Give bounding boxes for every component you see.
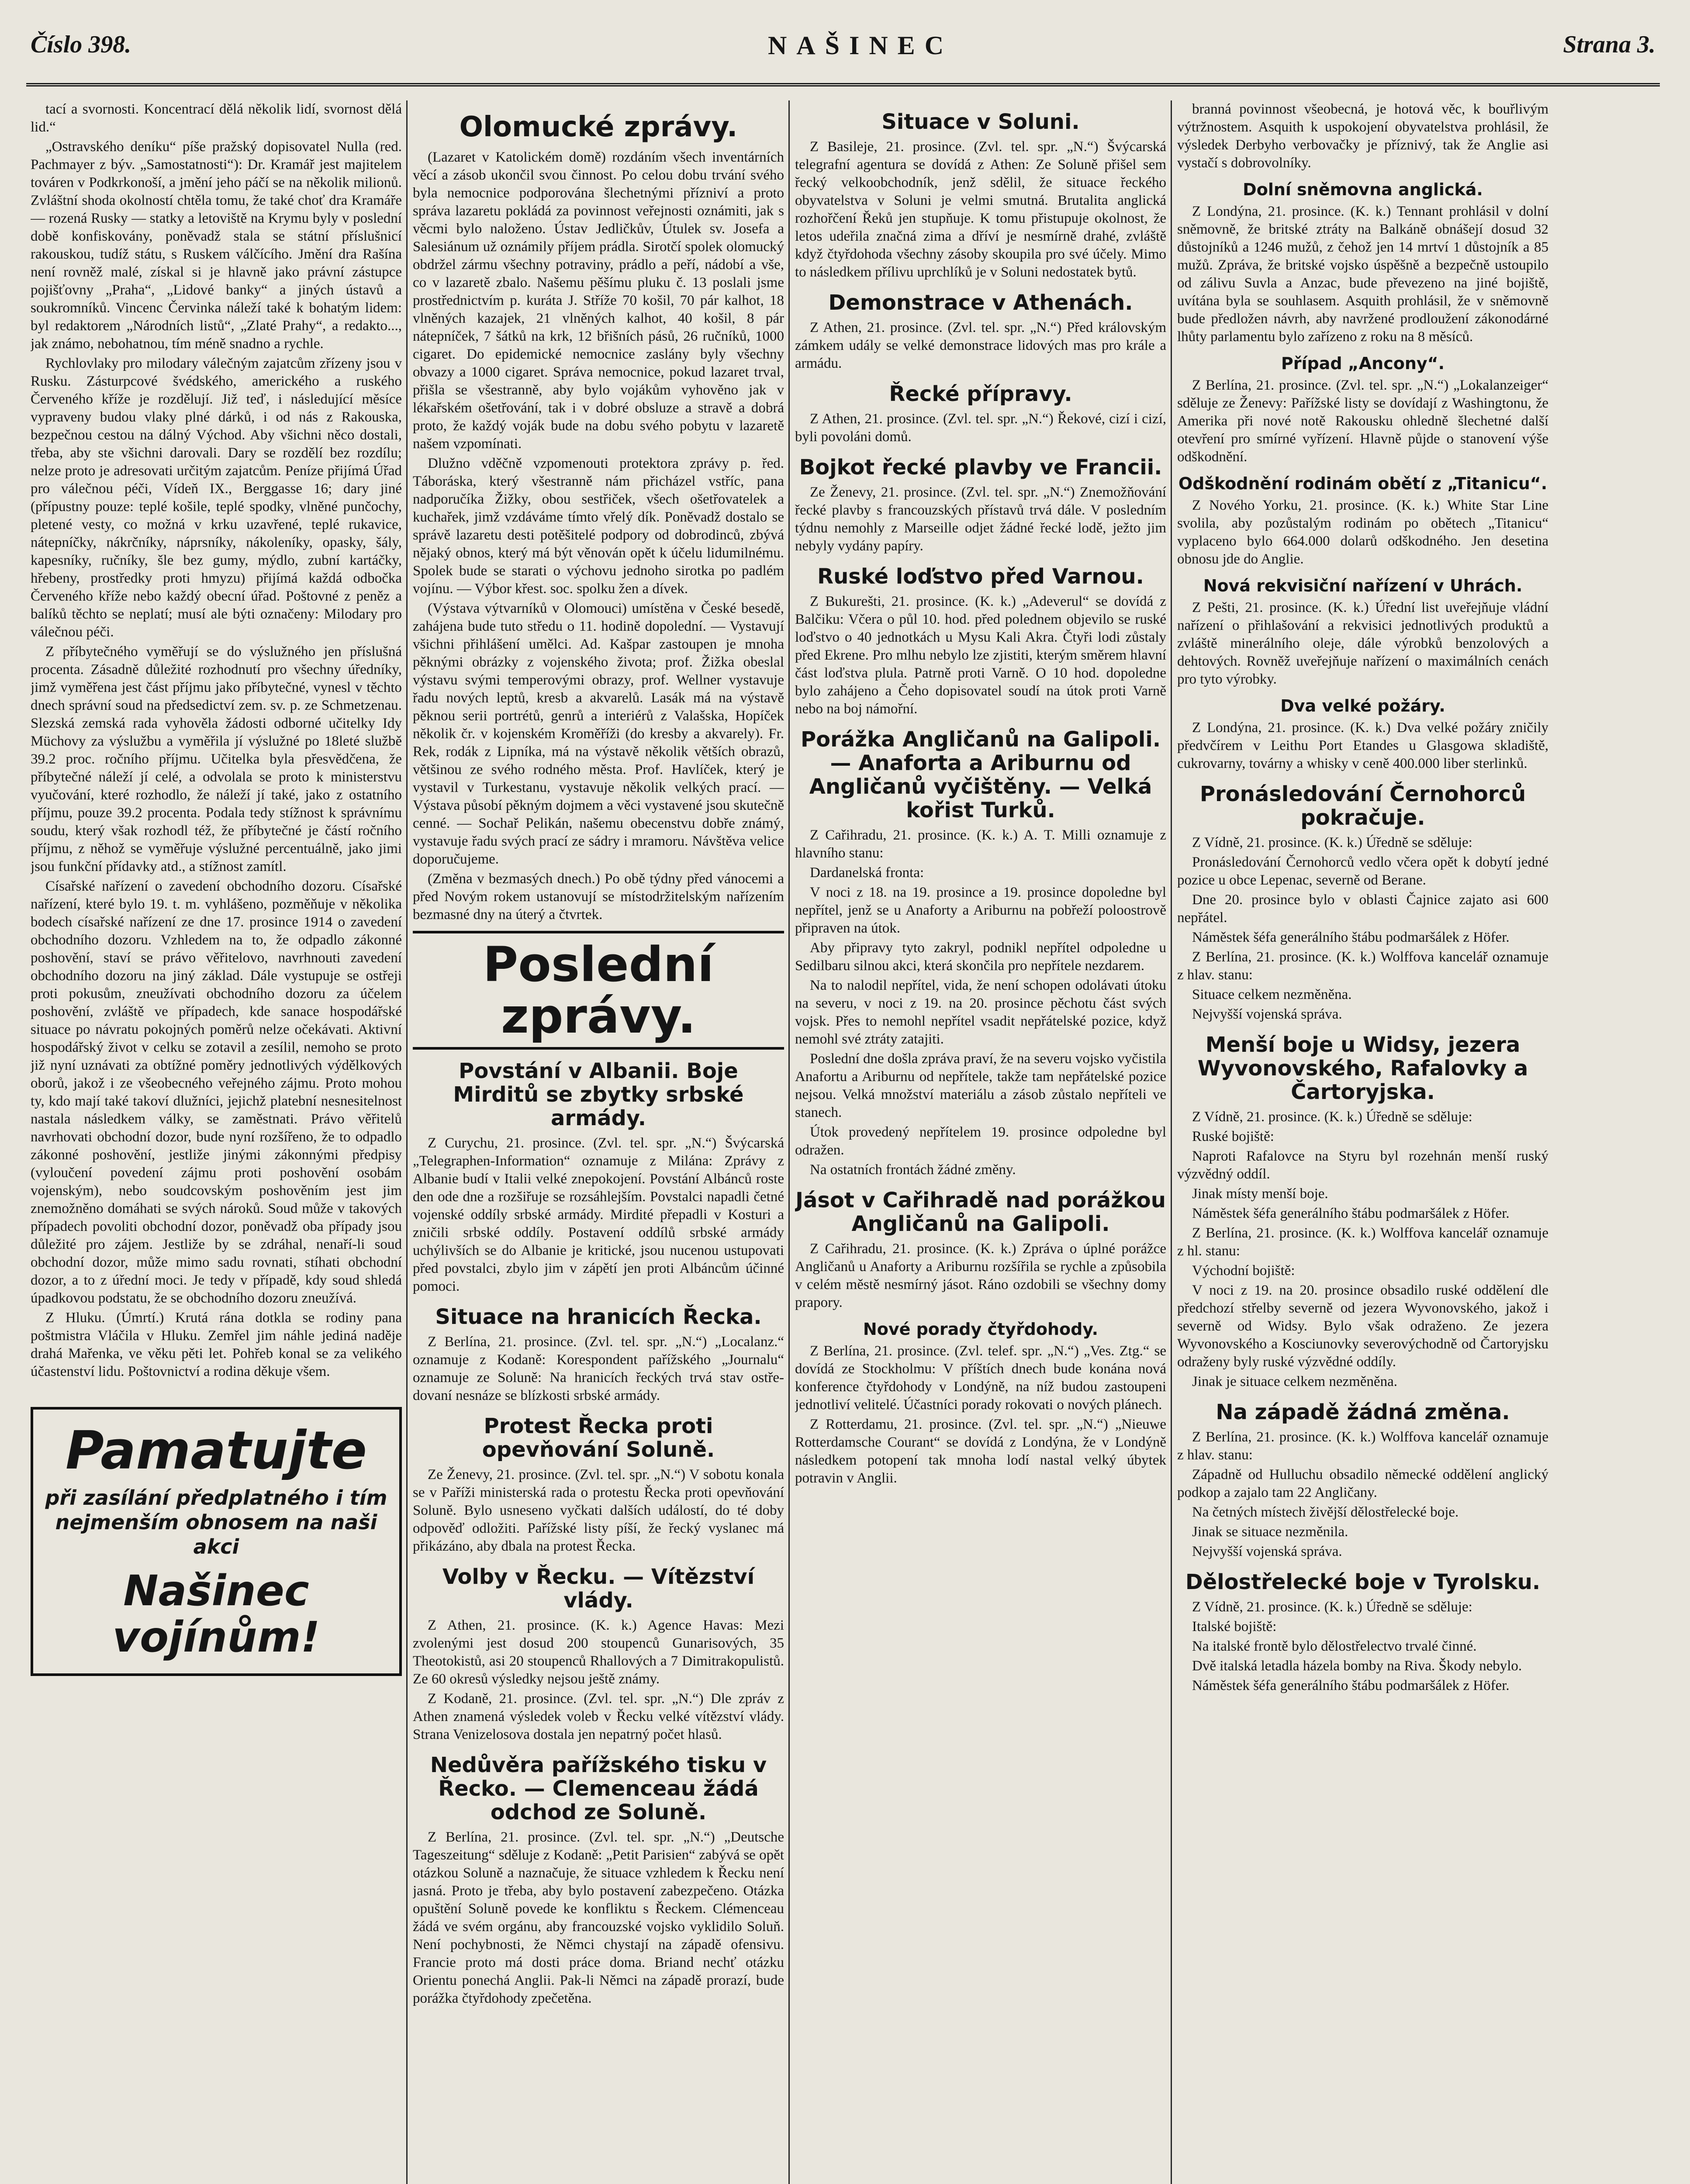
- article-paragraph: Z Bukurešti, 21. prosince. (K. k.) „Adeverul“ se dovídá z Balčiku: Včera o půl 10. hod. před polednem objevilo se ruské loďstvo o 40 jednotkách u Mysu Kali Akra. Čtyři lodi zůstaly před Ekrene. Pro mlhu nebylo lze zjistiti, kterým směrem hlavní část loďstva plula. Patrně proti Varně. O 10 hod. dopoledne bylo zahájeno a Čeho dopisovatel soudí na útok proti Varně nebo na boj námořní.: [795, 594, 1166, 717]
- article-heading: Demonstrace v Athenách.: [828, 290, 1133, 315]
- masthead: [26, 17, 1660, 86]
- article-paragraph: V noci z 19. na 20. prosince obsadilo ruské oddělení dle předchozí střelby severně od jezera Wyvonovského, jakož i severně od Widsy. Bylo však odraženo. Ze jezera Wyvonovského a Kosciunovky severovýchodně od Čartoryjsku odraženy byly ruské výzvědné oddíly.: [1177, 1282, 1548, 1370]
- column-rule: [406, 100, 408, 2184]
- article-paragraph: Dardanelská fronta:: [810, 865, 924, 881]
- article-paragraph: branná povinnost všeobecná, je hotová věc, k bouřlivým výtržnostem. Asquith k uspokojení obyvatelstva prohlásil, že výsledek Derbyho verbovačky je příznivý, tak že Anglie asi vystačí s dobrovolníky.: [1177, 101, 1548, 171]
- column-rule: [1171, 100, 1172, 2184]
- article-paragraph: Z Cařihradu, 21. prosince. (K. k.) Zpráva o úplné porážce Angličanů u Anaforty a Ariburnu rozšířila se rychle a způsobila v celém městě nesmírný jásot. Ráno ozdobili se všechny domy prapory.: [795, 1241, 1166, 1310]
- article-heading: Jásot v Cařihradě nad porážkou Angličanů na Galipoli.: [795, 1188, 1166, 1236]
- article-paragraph: Z Athen, 21. prosince. (Zvl. tel. spr. „N.“) Před královským zámkem udály se velké demonstrace lidových mas pro krále a armádu.: [795, 320, 1166, 371]
- article-paragraph: Na ostatních frontách žádné změny.: [810, 1162, 1016, 1178]
- article-heading: Případ „Ancony“.: [1281, 354, 1445, 373]
- newspaper-title: NAŠINEC: [767, 31, 954, 60]
- article-paragraph: Na italské frontě bylo dělostřelectvo trvalé činné.: [1192, 1638, 1477, 1654]
- article-heading: Dva velké požáry.: [1280, 696, 1445, 715]
- article-paragraph: Aby připravy tyto zakryl, podnikl nepřítel odpoledne u Sedilbaru silnou akci, která skončila pro nepřítele nezdarem.: [795, 940, 1166, 974]
- article-paragraph: Jinak místy menší boje.: [1192, 1186, 1328, 1202]
- article-paragraph: Z Athen, 21. prosince. (Zvl. tel. spr. „N.“) Řekové, cizí i cizí, byli povoláni domů.: [795, 411, 1166, 445]
- article-paragraph: Náměstek šéfa generálního štábu podmaršálek z Höfer.: [1192, 1678, 1510, 1693]
- article-paragraph: Ze Ženevy, 21. prosince. (Zvl. tel. spr. „N.“) V sobotu konala se v Paříži ministerská rada o protestu Řecka proti opevňování Soluně. Bylo usneseno vyčkati dalších událostí, do té doby odpověď odložiti. Pařížské listy píší, že řecký vyslanec má přikázáno, aby dbala na protest Řecka.: [413, 1467, 784, 1554]
- article-paragraph: Jinak je situace celkem nezměněna.: [1192, 1374, 1398, 1389]
- article-paragraph: Z Pešti, 21. prosince. (K. k.) Úřední list uveřejňuje vládní nařízení o přihlašování a rekvisici jednotlivých produktů a zvláště minerálního oleje, dále výrobků benzolových a dehtových. Rovněž uveřejňuje nařízení o maximálních cenách pro tyto výrobky.: [1177, 600, 1548, 687]
- article-paragraph: Z Rotterdamu, 21. prosince. (Zvl. tel. spr. „N.“) „Nieuwe Rotterdamsche Courant“ se dovídá z Londýna, že v Londýně následkem potopení tak mnoha lodí nastal velký úbytek potravin v Anglii.: [795, 1417, 1166, 1486]
- article-heading: Povstání v Albanii. Boje Mirditů se zbytky srbské armády.: [453, 1059, 744, 1130]
- article-paragraph: Situace celkem nezměněna.: [1192, 987, 1352, 1002]
- article-heading: Dolní sněmovna anglická.: [1243, 180, 1483, 199]
- article-paragraph: Z Berlína, 21. prosince. (K. k.) Wolffova kancelář oznamuje z hl. stanu:: [1177, 1225, 1548, 1259]
- article-paragraph: Poslední dne došla zpráva praví, že na severu vojsko vyčistila Anafortu a Ariburnu od nepřítele, takže tam nepřátelské pozice nejsou. Velká množství materiálu a zásob zůstalo nepříteli ve stanech.: [795, 1051, 1166, 1120]
- article-paragraph: (Výstava výtvarníků v Olomouci) umístěna v České besedě, zahájena bude tuto středu o 11. hodině dopolední. — Vystavují všichni přihlášení umělci. Ad. Kašpar zastoupen je mnoha pěknými obrázky z vojenského života; prof. Žižka obeslal výstavu svými temperovými obrazy, prof. Wellner vystavuje řadu nových leptů, kresb a akvarelů. Lasák má na výstavě pěknou serii portrétů, genrů a interiérů z Valašska, Hopíček několik čr. v kojenském Kroměříži (do kresby a akvarely). Fr. Rek, rodák z Lipníka, má na výstavě několik větších obrazů, většinou ze svého rodného města. Prof. Havlíček, který je vystavil v Turkestanu, vystavuje několik velkých prací. — Výstava působí pěkným dojmem a věci vystavené jsou skutečně cenné. — Sochař Pelikán, našemu obecenstvu dobře známý, vystavuje řadu svých prací ze sádry i mramoru. Návštěva velice doporučujeme.: [413, 601, 784, 867]
- article-paragraph: Západně od Hulluchu obsadilo německé oddělení anglický podkop a zajalo tam 22 Angličany.: [1177, 1467, 1548, 1500]
- article-paragraph: Naproti Rafalovce na Styru byl rozehnán menší ruský výzvědný oddíl.: [1177, 1148, 1548, 1182]
- column-rule: [788, 100, 790, 2184]
- article-paragraph: Ruské bojiště:: [1192, 1129, 1274, 1144]
- article-paragraph: Z Vídně, 21. prosince. (K. k.) Úředně se sděluje:: [1192, 1109, 1472, 1125]
- advert-slogan: Našinec vojínům!: [112, 1566, 320, 1662]
- article-heading: Odškodnění rodinám obětí z „Titanicu“.: [1178, 474, 1548, 493]
- article-paragraph: Na to nalodil nepřítel, vida, že není schopen odolávati útoku na severu, v noci z 19. na 20. prosince pěchotu část svých vojsk. Přes to nemohl nepřítel vsadit nepřátelské pozice, když nemohl své ztráty zatajiti.: [795, 978, 1166, 1047]
- article-heading: Situace na hranicích Řecka.: [435, 1305, 762, 1329]
- article-paragraph: Ze Ženevy, 21. prosince. (Zvl. tel. spr. „N.“) Znemožňování řecké plavby s francouzských přístavů trvá dále. V posledním týdnu nemohly z Marseille odjet žádné řecké lodě, ježto jim nebyly vydány papíry.: [795, 484, 1166, 554]
- article-heading: Nedůvěra pařížského tisku v Řecko. — Clemenceau žádá odchod ze Soluně.: [430, 1753, 767, 1825]
- article-paragraph: Z Vídně, 21. prosince. (K. k.) Úředně se sděluje:: [1192, 1599, 1472, 1615]
- article-paragraph: Z Cařihradu, 21. prosince. (K. k.) A. T. Milli oznamuje z hlavního stanu:: [795, 827, 1166, 861]
- article-paragraph: Italské bojiště:: [1192, 1619, 1277, 1635]
- article-paragraph: Z Berlína, 21. prosince. (K. k.) Wolffova kancelář oznamuje z hlav. stanu:: [1177, 949, 1548, 983]
- article-paragraph: V noci z 18. na 19. prosince a 19. prosince dopoledne byl nepřítel, jenž se u Anaforty a Ariburnu na pobřeží poloostrově připraven na útok.: [795, 885, 1166, 936]
- article-heading: Bojkot řecké plavby ve Francii.: [799, 455, 1162, 480]
- article-paragraph: Z Nového Yorku, 21. prosince. (K. k.) White Star Line svolila, aby pozůstalým rodinám po obětech „Titanicu“ vyplaceno bylo 664.000 dolarů odškodného. Jen desetina obnosu jde do Anglie.: [1177, 498, 1548, 567]
- article-paragraph: Z Londýna, 21. prosince. (K. k.) Dva velké požáry zničily předvčírem v Leithu Port Etandes u Glasgowa skladiště, cukrovarny, továrny a whisky v ceně 400.000 liber sterlinků.: [1177, 720, 1548, 771]
- advert-headline: Pamatujte: [66, 1420, 367, 1481]
- article-paragraph: „Ostravského deníku“ píše pražský dopisovatel Nulla (red. Pachmayer z býv. „Samostatnosti“): Dr. Kramář jest majitelem továren v Podkrkonoší, a jmění jeho páčí se na několik milionů. Zvláštní shoda okolností chtěla tomu, že také choť dra Kramáře — rozená Rusky — statky a letoviště na Krymu byly v poslední době konfiskovány, poněvadž stala se státní příslušnicí rakouskou, tudíž státu, s Ruskem válčícího. Jmění dra Rašína není rovněž malé, získal si je hlavně jako právní zástupce pojišťovny „Praha“, „Lidové banky“ a jiných ústavů a soukromníků. Vincenc Červinka náleží také k bohatým lidem: byl redaktorem „Národních listů“, „Zlaté Prahy“, a redakto..., jak známo, nebohatnou, tím méně snadno a rychle.: [31, 139, 402, 352]
- article-paragraph: (Změna v bezmasých dnech.) Po obě týdny před vánocemi a před Novým rokem ustanovují se místodržitelským nařízením bezmasné dny na úterý a čtvrtek.: [413, 871, 784, 923]
- article-paragraph: Nejvyšší vojenská správa.: [1192, 1006, 1342, 1022]
- article-heading: Protest Řecka proti opevňování Soluně.: [482, 1414, 715, 1462]
- article-paragraph: Z Curychu, 21. prosince. (Zvl. tel. spr. „N.“) Švýcarská „Telegraphen-Information“ oznamuje z Milána: Zprávy z Albanie budí v Italii velké znepokojení. Povstání Albánců roste den ode dne a rozšiřuje se rozsáhlejším. Povstalci napadli četné vojenské oddíly srbské armády. Mirdité přepadli v Kosturi a zničili srbské oddíly. Postavení oddílů srbské armády uchýlivších se do Albanie je kritické, jsou nucenou ustupovati před povstalci, zbylo jim v zápětí jen proti Albáncům účinné pomoci.: [413, 1135, 784, 1294]
- article-paragraph: Z Athen, 21. prosince. (K. k.) Agence Havas: Mezi zvolenými jest dosud 200 stoupenců Gunarisových, 35 Theotokistů, asi 20 stoupenců Rhallových a 7 Dimitrakopulistů. Ze 60 okresů výsledky nejsou ještě známy.: [413, 1617, 784, 1687]
- column-3: [795, 100, 1166, 2184]
- article-paragraph: Dlužno vděčně vzpomenouti protektora zprávy p. řed. Táboráska, který všestranně nám přicházel vstříc, pana nadporučíka Žižky, obou sestřiček, všech ošetřovatelek a kuchařek, jimž vzdáváme tímto vřelý dík. Poněvadž dostalo se správě lazaretu desti potěšitelé podpory od dobrodinců, zbývá nějaký obnos, který má být věnován opět k účelu lidumilnému. Spolek bude se starati o výchovu jednoho sirotka po padlém vojínu. — Výbor křest. soc. spolku žen a dívek.: [413, 456, 784, 597]
- article-paragraph: Z Basileje, 21. prosince. (Zvl. tel. spr. „N.“) Švýcarská telegrafní agentura se dovídá z Athen: Ze Soluně přišel sem řecký velkoobchodník, jenž sdělil, že situace řeckého obyvatelstva v Soluni je velmi smutná. Brutalita anglická rozhořčení Řeků jen stupňuje. K tomu přistupuje okolnost, že letos udeřila značná zima a dříví je nesmírně drahé, zvláště když čtyřdohoda všechny zásoby skoupila pro své účely. Mimo to následkem přílivu uprchlíků je v Soluni nedostatek bytů.: [795, 139, 1166, 280]
- article-paragraph: Pronásledování Černohorců vedlo včera opět k dobytí jedné pozice u obce Lepenac, severně od Berane.: [1177, 854, 1548, 888]
- article-heading: Dělostřelecké boje v Tyrolsku.: [1185, 1570, 1541, 1594]
- article-paragraph: Rychlovlaky pro milodary válečným zajatcům zřízeny jsou v Rusku. Zásturpcové švédského, amerického a ruského Červeného kříže je rozdělují. Již teď, i následující měsíce vypraveny budou vlaky plné dárků, i od nás z Rakouska, bezpečnou cestou na dálný Východ. Aby všichni něco dostali, třeba, aby ste všichni darovali. Dary se rozdělí bez rozdílu; nelze proto je adresovati určitým zajatcům. Peníze přijímá Úřad pro válečnou péči, Vídeň IX., Berggasse 16; dary jiné (přípustny pouze: teplé košile, teplé spodky, vlněné punčochy, pletené vesty, co možná v krku uzavřené, teplé rukavice, nátepníčky, nákrčníky, náprsníky, nákoleníky, opasky, šály, kapesníky, ručníky, šle bez gumy, mýdlo, zubní kartáčky, hřebeny, prostředky proti hmyzu) přijímá každá odbočka Červeného kříže nebo každý obecní úřad. Poštovné z peněz a balíků těchto se neplatí; musí ale býti označeny: Milodary pro válečnou péči.: [31, 356, 402, 640]
- article-paragraph: Z Kodaně, 21. prosince. (Zvl. tel. spr. „N.“) Dle zpráv z Athen znamená výsledek voleb v Řecku velké vítězství vlády. Strana Venizelosova dostala jen nepatrný počet hlasů.: [413, 1691, 784, 1742]
- advert-text: při zasílání předplatného i tím nejmenším obnosem na naši akci: [45, 1486, 387, 1559]
- article-paragraph: Z Berlína, 21. prosince. (Zvl. tel. spr. „N.“) „Lokalanzeiger“ sděluje ze Ženevy: Pařížské listy se dovídají z Washingtonu, že Amerika při nové notě Rakousku ohledně šlechetné další otevření pro smírné vyřízení. Hlavně půjde o stanovení výše odškodnění.: [1177, 377, 1548, 465]
- column-1: [31, 100, 402, 2184]
- subscription-advert: [31, 1407, 402, 1676]
- article-heading: Porážka Angličanů na Galipoli. — Anaforta a Ariburnu od Angličanů vyčištěny. — Velká kořist Turků.: [800, 727, 1161, 822]
- article-heading: Na západě žádná změna.: [1216, 1400, 1510, 1424]
- article-heading: Ruské loďstvo před Varnou.: [817, 564, 1144, 589]
- article-heading: Nová rekvisiční nařízení v Uhrách.: [1203, 576, 1523, 595]
- article-paragraph: (Lazaret v Katolickém domě) rozdáním všech inventárních věcí a zásob ukončil svou činnost. Po celou dobu trvání svého byla nemocnice podporována šlechetnými přízniví a proto správa lazaretu pokládá za povinnost veřejnosti oznámiti, jak s věcmi bylo naloženo. Ústav Jedličkův, Útulek sv. Josefa a Salesiánum už oznámily příjem prádla. Sirotčí spolek olomucký obdržel zármu všechny potraviny, prádlo a peří, nádobí a vše, co v lazaretě zbalo. Našemu pěšímu pluku č. 13 poslali jsme prostřednictvím p. kuráta J. Stříže 70 košil, 70 pár kalhot, 18 vlněných kazajek, 21 vlněných kalhot, 40 košil, 8 pár nátepníček, 7 šátků na krk, 12 břišních pásů, 26 ručníků, 1000 cigaret. Do epidemické nemocnice zaslány byly všechny obvazy a 1000 cigaret. Správa nemocnice, pokud lazaret trval, přišla se všestranně, aby bylo vojákům vyhověno jak v lékařském ošetřování, tak i v dobré obsluze a stravě a dobrá proto, že každý voják bude na dobu svého pobytu v lazaretě našem vzpomínati.: [413, 149, 784, 452]
- article-heading: Situace v Soluni.: [881, 110, 1080, 134]
- article-heading: Nové porady čtyřdohody.: [863, 1320, 1099, 1339]
- article-heading: Volby v Řecku. — Vítězství vlády.: [442, 1565, 755, 1613]
- article-paragraph: Jinak se situace nezměnila.: [1192, 1524, 1348, 1540]
- article-paragraph: Útok provedený nepřítelem 19. prosince odpoledne byl odražen.: [795, 1124, 1166, 1158]
- article-paragraph: Z Hluku. (Úmrtí.) Krutá rána dotkla se rodiny pana poštmistra Vláčila v Hluku. Zemřel jim náhle jediná naděje drahá Mařenka, ve věku pěti let. Pohřeb konal se za velikého účastenství lidu. Poštovnictví a rodina děkuje všem.: [31, 1310, 402, 1379]
- article-paragraph: Z Londýna, 21. prosince. (K. k.) Tennant prohlásil v dolní sněmovně, že britské ztráty na Balkáně obnášejí dosud 32 důstojníků a 1246 mužů, z čehož jen 14 mrtví 1 důstojník a 85 mužů. Zpráva, že britské vojsko úspěšně a bezpečně ustoupilo od zálivu Suvla a Anzac, bude převezeno na jiné bojiště, uvítána byla se souhlasem. Asquith prohlásil, že v sněmovně bude předložen návrh, aby navržené prodloužení zákonodárné lhůty parlamentu bylo zařízeno z roku na 8 měsíců.: [1177, 204, 1548, 345]
- article-paragraph: tací a svornosti. Koncentrací dělá několik lidí, svornost dělá lid.“: [31, 101, 402, 135]
- article-heading: Pronásledování Černohorců pokračuje.: [1199, 782, 1526, 830]
- article-paragraph: Z Berlína, 21. prosince. (Zvl. telef. spr. „N.“) „Ves. Ztg.“ se dovídá ze Stockholmu: V příštích dnech bude konána nová konference čtyřdohody v Londýně, na níž budou zastoupeni jednotliví velitelé. Účastníci porady rokovati o nových plánech.: [795, 1343, 1166, 1413]
- article-paragraph: Východní bojiště:: [1192, 1263, 1295, 1279]
- article-paragraph: Nejvyšší vojenská správa.: [1192, 1544, 1342, 1559]
- column-2: [413, 100, 784, 2184]
- article-paragraph: Z Vídně, 21. prosince. (K. k.) Úředně se sděluje:: [1192, 835, 1472, 850]
- article-paragraph: Z Berlína, 21. prosince. (Zvl. tel. spr. „N.“) „Localanz.“ oznamuje z Kodaně: Korespondent pařížského „Journalu“ oznamuje ze Soluně: Na hranicích řeckých trvá stav ostře-dovaní nesnáze se blízkosti srbské armády.: [413, 1334, 784, 1403]
- article-paragraph: Na četných místech živější dělostřelecké boje.: [1192, 1504, 1459, 1520]
- section-heading: Poslední zprávy.: [413, 931, 784, 1050]
- article-paragraph: Dvě italská letadla házela bomby na Riva. Škody nebylo.: [1192, 1658, 1522, 1674]
- article-paragraph: Z Berlína, 21. prosince. (K. k.) Wolffova kancelář oznamuje z hlav. stanu:: [1177, 1429, 1548, 1463]
- column-4: [1177, 100, 1548, 2184]
- article-heading: Menší boje u Widsy, jezera Wyvonovského, Rafalovky a Čartoryjska.: [1197, 1033, 1528, 1104]
- article-paragraph: Z příbytečného vyměřují se do výslužného jen příslušná procenta. Zásadně důležité rozhodnutí pro všechny úředníky, jimž vyměřena jest část příjmu jako příbytečné, vynesl v těchto dnech správní soud na předsedictví zem. sv. p. ze Schmetzenau. Slezská zemská rada vyhověla žádosti odborné učitelky Idy Müchovy za výslužbu a vyměřila jí výslužné po 18leté službě 39.2 proc. ročního příjmu. Učitelka byla přesvědčena, že příbytečné náleží jí celé, a odvolala se proto k ministerstvu vyučování, které rozhodlo, že náleží jí také, jako z ostatního příjmu, pouze 39.2 procenta. Podala tedy stížnost k správnímu soudu, který však rozhodl též, že příbytečné je částí ročního příjmu, z něhož se vyměřuje výslužné percentuálně, jako jimi jsou funkční přídavky atd., a stížnost zamítl.: [31, 644, 402, 874]
- section-heading: Olomucké zprávy.: [459, 111, 738, 143]
- article-paragraph: Náměstek šéfa generálního štábu podmaršálek z Höfer.: [1192, 930, 1510, 945]
- page-number: Strana 3.: [1563, 31, 1655, 58]
- article-paragraph: Dne 20. prosince bylo v oblasti Čajnice zajato asi 600 nepřátel.: [1177, 892, 1548, 926]
- article-paragraph: Císařské nařízení o zavedení obchodního dozoru. Císařské nařízení, které bylo 19. t. m. vyhlášeno, pozměňuje v několika bodech císařské nařízení ze dne 17. prosince 1914 o zavedení obchodního dozoru. Vzhledem na to, že odpadlo zákonné poshovění, staví se právo věřitelovo, navrhnouti zavedení obchodního dozoru na jiný základ. Dále vystupuje se ostřeji proti pokusům, zneužívati obchodního dozoru za účelem poshovění, zvláště ve případech, kde sanace hospodářské situace po návratu pokojných poměrů nelze očekávati. Aktivní hospodářský život v celku se zotavil a zesílil, nemoho se proto již nyní uznávati za obtížné poměry jednotlivých výdělkových oborů, jakož i ze všeobecného veřejného zájmu. Proto mohou ty, kdo mají také takoví dlužníci, jejichž platební nesnesitelnost nastala následkem války, se zaměstnati. Právo věřitelů navrhovati obchodní dozor, bude nyní rozšířeno, že to odpadlo zákonné poshovění, jestliže jinými zákonnými předpisy (vyloučení povedení zájmu proti poshovění osobám vojenským), nebo soudcovským poshověním jest jim znemožněno domáhati se svých nároků. Soud může v takových případech povoliti obchodní dozor, poněvadž oba případy jsou důležité pro zájem. Jestliže by se zdráhal, nenaří-li soud obchodní dozor, může mimo sadu rovnati, stíhati obchodní dozor, a to z úřední moci. Je tedy v případě, kdy soud shledá úpadkovou podstatu, že se obchodního dozoru zneužívá.: [31, 878, 402, 1306]
- issue-number: Číslo 398.: [31, 31, 131, 58]
- article-paragraph: Z Berlína, 21. prosince. (Zvl. tel. spr. „N.“) „Deutsche Tageszeitung“ sděluje z Kodaně: „Petit Parisien“ zabývá se opět otázkou Soluně a naznačuje, že situace vzhledem k Řecku není jasná. Proto je třeba, aby bylo postavení zabezpečeno. Otázka opuštění Soluně povede ke konfliktu s Řeckem. Clémenceau žádá ve svém orgánu, aby francouzské vojsko vyklidilo Soluň. Není pochybnosti, že Němci chystají na západě ofensivu. Francie proto má dosti práce doma. Briand nechť otázku Orientu ponechá Anglii. Pak-li Němci na západě prorazí, bude porážka čtyřdohody zpečetěna.: [413, 1829, 784, 2006]
- article-heading: Řecké přípravy.: [889, 382, 1072, 406]
- article-paragraph: Náměstek šéfa generálního štábu podmaršálek z Höfer.: [1192, 1206, 1510, 1221]
